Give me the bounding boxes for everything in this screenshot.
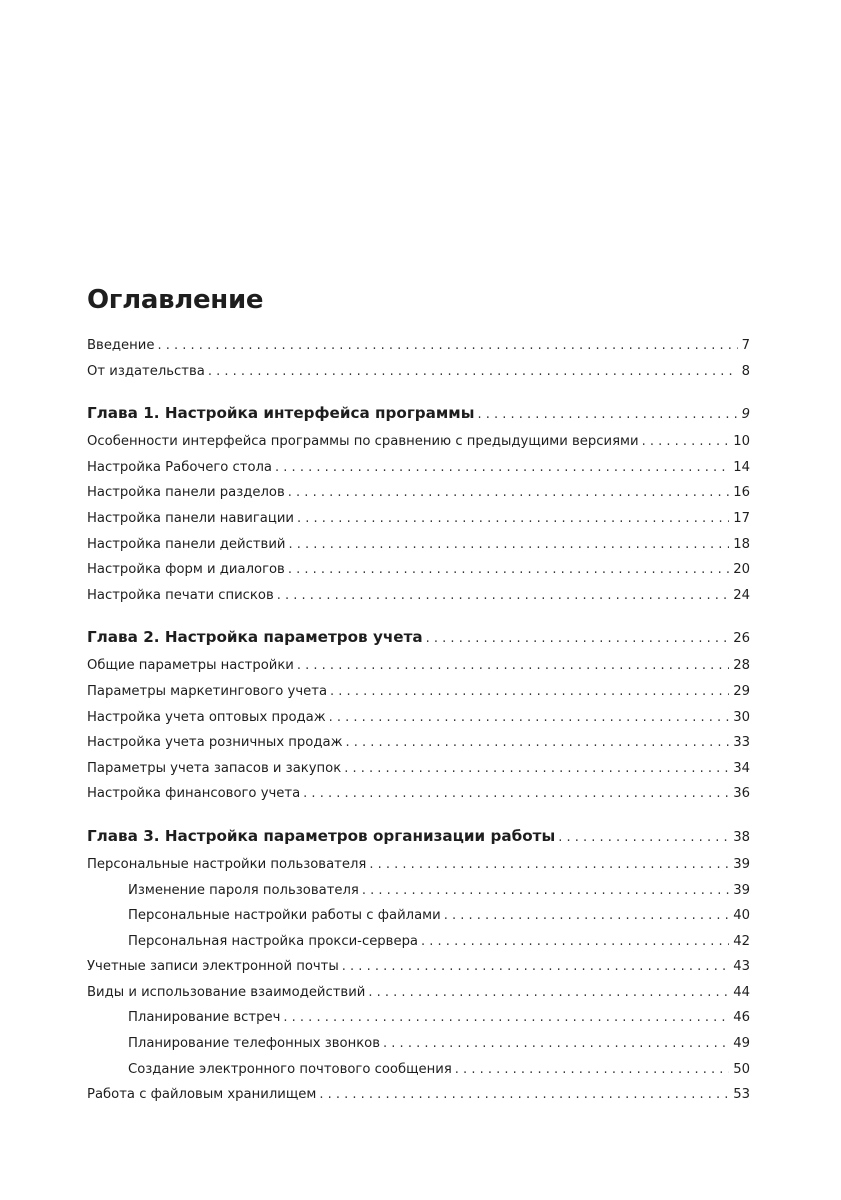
dot-leader (362, 878, 729, 904)
toc-section-entry (87, 480, 750, 506)
toc-entry-page: 49 (733, 1036, 750, 1052)
toc-entry-page: 39 (733, 856, 750, 872)
toc-entry-page: 7 (741, 338, 750, 353)
dot-leader (297, 653, 729, 679)
dot-leader (297, 506, 729, 532)
toc-entry-title: Планирование встреч (128, 1010, 281, 1026)
toc-subsection-entry (87, 929, 750, 955)
toc-entry-title: Настройка печати списков (87, 587, 274, 603)
toc-section-entry (87, 730, 750, 756)
dot-leader (368, 980, 729, 1006)
toc-entry-title: Настройка Рабочего стола (87, 459, 273, 475)
toc-entry-page: 39 (733, 882, 750, 898)
toc-section-entry (87, 333, 750, 359)
toc-list (87, 333, 750, 1108)
dot-leader (288, 557, 729, 583)
toc-chapter-entry (87, 399, 750, 428)
dot-leader (319, 1082, 729, 1108)
toc-entry-page: 26 (733, 631, 750, 647)
toc-section-entry (87, 852, 750, 878)
toc-entry-page: 18 (733, 536, 750, 552)
dot-leader (344, 756, 729, 782)
toc-entry-title: Введение (87, 338, 155, 353)
toc-subsection-entry (87, 878, 750, 904)
dot-leader (455, 1057, 729, 1083)
toc-entry-page: 38 (733, 829, 750, 845)
toc-entry-title: Планирование телефонных звонков (128, 1036, 381, 1052)
dot-leader (421, 929, 729, 955)
toc-entry-page: 42 (733, 933, 750, 949)
toc-section-entry (87, 756, 750, 782)
toc-entry-page: 9 (741, 407, 750, 423)
dot-leader (275, 455, 729, 481)
dot-leader (330, 679, 729, 705)
toc-subsection-entry (87, 1005, 750, 1031)
toc-entry-title: Глава 2. Настройка параметров учета (87, 628, 423, 647)
toc-entry-page: 20 (733, 562, 750, 578)
toc-entry-page: 44 (733, 984, 750, 1000)
toc-entry-page: 24 (733, 587, 750, 603)
toc-entry-title: Настройка учета оптовых продаж (87, 709, 326, 725)
toc-subsection-entry (87, 1057, 750, 1083)
toc-entry-title: Особенности интерфейса программы по сравнению с предыдущими версиями (87, 434, 639, 450)
dot-leader (288, 532, 729, 558)
dot-leader (369, 852, 729, 878)
dot-leader (558, 823, 729, 852)
toc-entry-page: 29 (733, 683, 750, 699)
dot-leader (303, 781, 729, 807)
toc-title: Оглавление (87, 285, 264, 315)
toc-entry-title: Общие параметры настройки (87, 658, 294, 674)
toc-entry-title: Учетные записи электронной почты (87, 959, 339, 975)
toc-section-entry (87, 1082, 750, 1108)
table-of-contents (87, 280, 750, 1108)
toc-entry-page: 40 (733, 908, 750, 924)
dot-leader (426, 624, 730, 653)
toc-entry-page: 43 (733, 959, 750, 975)
dot-leader (345, 730, 729, 756)
toc-section-entry (87, 954, 750, 980)
toc-entry-title: Настройка финансового учета (87, 786, 301, 802)
dot-leader (157, 333, 737, 359)
toc-section-entry (87, 653, 750, 679)
toc-entry-page: 30 (733, 709, 750, 725)
toc-subsection-entry (87, 1031, 750, 1057)
dot-leader (283, 1005, 729, 1031)
toc-entry-page: 33 (733, 735, 750, 751)
toc-entry-page: 10 (733, 434, 750, 450)
dot-leader (444, 903, 730, 929)
toc-entry-title: Персональные настройки пользователя (87, 856, 367, 872)
toc-chapter-entry (87, 822, 750, 851)
toc-section-entry (87, 781, 750, 807)
toc-entry-page: 14 (733, 459, 750, 475)
toc-section-entry (87, 679, 750, 705)
toc-entry-page: 17 (733, 510, 750, 526)
dot-leader (477, 400, 737, 429)
toc-section-entry (87, 705, 750, 731)
toc-section-entry (87, 532, 750, 558)
toc-entry-title: Параметры маркетингового учета (87, 683, 328, 699)
toc-entry-title: Работа с файловым хранилищем (87, 1087, 317, 1103)
dot-leader (383, 1031, 729, 1057)
toc-entry-title: Персональная настройка прокси-сервера (128, 933, 419, 949)
toc-entry-title: Настройка форм и диалогов (87, 562, 285, 578)
toc-entry-title: Персональные настройки работы с файлами (128, 908, 441, 924)
toc-entry-title: Параметры учета запасов и закупок (87, 760, 342, 776)
toc-entry-page: 50 (733, 1061, 750, 1077)
dot-leader (329, 705, 730, 731)
toc-section-entry (87, 455, 750, 481)
toc-section-entry (87, 557, 750, 583)
toc-entry-title: Настройка панели навигации (87, 510, 294, 526)
toc-subsection-entry (87, 903, 750, 929)
toc-entry-page: 28 (733, 658, 750, 674)
toc-entry-title: Настройка панели действий (87, 536, 286, 552)
toc-section-entry (87, 506, 750, 532)
toc-entry-title: Настройка панели разделов (87, 485, 285, 501)
toc-entry-title: Виды и использование взаимодействий (87, 984, 366, 1000)
dot-leader (208, 359, 738, 385)
toc-entry-title: Настройка учета розничных продаж (87, 735, 343, 751)
dot-leader (342, 954, 729, 980)
toc-entry-title: От издательства (87, 363, 205, 379)
toc-entry-page: 46 (733, 1010, 750, 1026)
dot-leader (288, 480, 729, 506)
toc-section-entry (87, 980, 750, 1006)
toc-entry-page: 34 (733, 760, 750, 776)
toc-entry-page: 53 (733, 1087, 750, 1103)
toc-entry-title: Создание электронного почтового сообщения (128, 1061, 452, 1077)
toc-entry-page: 8 (741, 363, 750, 379)
toc-entry-title: Глава 3. Настройка параметров организации работы (87, 826, 556, 845)
toc-entry-title: Изменение пароля пользователя (128, 882, 359, 898)
dot-leader (642, 429, 730, 455)
toc-entry-title: Глава 1. Настройка интерфейса программы (87, 404, 475, 423)
toc-entry-page: 36 (733, 786, 750, 802)
toc-section-entry (87, 583, 750, 609)
toc-entry-page: 16 (733, 485, 750, 501)
dot-leader (277, 583, 729, 609)
toc-section-entry (87, 429, 750, 455)
toc-chapter-entry (87, 623, 750, 652)
toc-section-entry (87, 359, 750, 385)
